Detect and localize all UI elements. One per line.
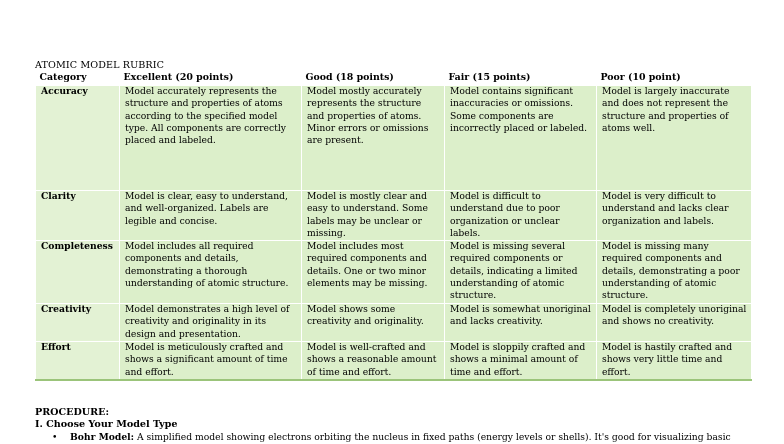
good-cell: Model is mostly clear and easy to understand. Some labels may be unclear or missing. <box>302 191 445 241</box>
bullet-icon: • <box>52 432 58 443</box>
excellent-cell: Model demonstrates a high level of creativity and originality in its design and presentation. <box>120 304 302 342</box>
header-category: Category <box>36 72 120 86</box>
poor-cell: Model is hastily crafted and shows very little time and effort. <box>597 342 752 381</box>
procedure-heading: PROCEDURE: <box>35 407 110 418</box>
section-heading: I. Choose Your Model Type <box>35 419 178 430</box>
header-excellent: Excellent (20 points) <box>120 72 302 86</box>
bullet-term: Bohr Model: <box>70 432 135 443</box>
rubric-row-creativity <box>36 304 752 342</box>
poor-cell: Model is very difficult to understand and lacks clear organization and labels. <box>597 191 752 241</box>
category-cell: Completeness <box>36 241 120 304</box>
good-cell: Model shows some creativity and originality. <box>302 304 445 342</box>
fair-cell: Model is difficult to understand due to poor organization or unclear labels. <box>445 191 597 241</box>
excellent-cell: Model is meticulously crafted and shows a significant amount of time and effort. <box>120 342 302 381</box>
category-cell: Effort <box>36 342 120 381</box>
excellent-cell: Model includes all required components and details, demonstrating a thorough understanding of atomic structure. <box>120 241 302 304</box>
category-cell: Creativity <box>36 304 120 342</box>
header-fair: Fair (15 points) <box>445 72 597 86</box>
good-cell: Model includes most required components and details. One or two minor elements may be missing. <box>302 241 445 304</box>
fair-cell: Model is missing several required components or details, indicating a limited understanding of atomic structure. <box>445 241 597 304</box>
poor-cell: Model is missing many required components and details, demonstrating a poor understanding of atomic structure. <box>597 241 752 304</box>
rubric-row-completeness <box>36 241 752 304</box>
category-cell: Accuracy <box>36 86 120 191</box>
rubric-table <box>35 72 752 381</box>
good-cell: Model mostly accurately represents the structure and properties of atoms. Minor errors or omissions are present. <box>302 86 445 191</box>
poor-cell: Model is completely unoriginal and shows no creativity. <box>597 304 752 342</box>
bullet-text: A simplified model showing electrons orbiting the nucleus in fixed paths (energy levels or shells). It's good for visualizing basic <box>134 432 731 443</box>
bullet-item-bohr-model <box>52 432 784 444</box>
rubric-row-accuracy <box>36 86 752 191</box>
fair-cell: Model contains significant inaccuracies or omissions. Some components are incorrectly placed or labeled. <box>445 86 597 191</box>
rubric-title: ATOMIC MODEL RUBRIC <box>35 60 165 71</box>
excellent-cell: Model accurately represents the structure and properties of atoms according to the specified model type. All components are correctly placed and labeled. <box>120 86 302 191</box>
header-good: Good (18 points) <box>302 72 445 86</box>
fair-cell: Model is sloppily crafted and shows a minimal amount of time and effort. <box>445 342 597 381</box>
rubric-row-effort <box>36 342 752 381</box>
poor-cell: Model is largely inaccurate and does not represent the structure and properties of atoms well. <box>597 86 752 191</box>
rubric-header-row <box>36 72 752 86</box>
category-cell: Clarity <box>36 191 120 241</box>
header-poor: Poor (10 point) <box>597 72 752 86</box>
fair-cell: Model is somewhat unoriginal and lacks creativity. <box>445 304 597 342</box>
rubric-row-clarity <box>36 191 752 241</box>
excellent-cell: Model is clear, easy to understand, and well-organized. Labels are legible and concise. <box>120 191 302 241</box>
good-cell: Model is well-crafted and shows a reasonable amount of time and effort. <box>302 342 445 381</box>
